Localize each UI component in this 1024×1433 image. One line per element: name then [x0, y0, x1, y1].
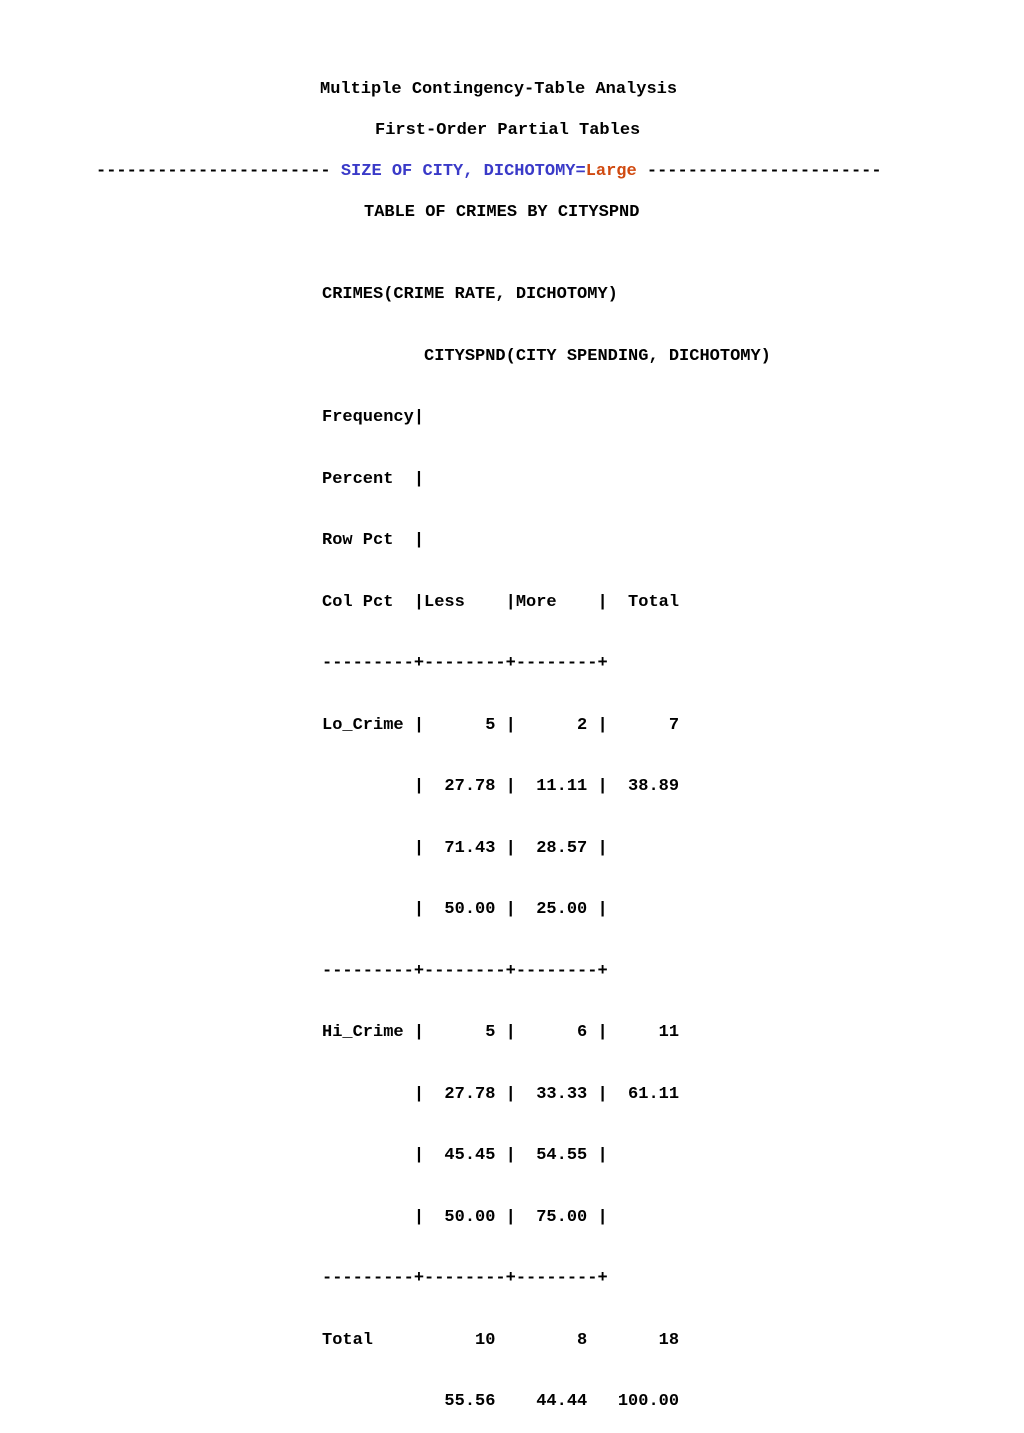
table-separator: ---------+--------+--------+	[322, 961, 608, 981]
by-group-dashes-right: -----------------------	[636, 162, 882, 181]
table-line: CRIMES(CRIME RATE, DICHOTOMY)	[322, 285, 618, 304]
table-row: | 50.00 | 75.00 |	[322, 1207, 608, 1227]
table-line: Frequency|	[322, 408, 425, 427]
table-total-row: Total 10 8 18	[322, 1330, 680, 1350]
table-row: | 50.00 | 25.00 |	[322, 900, 608, 919]
by-group-dashes-left: -----------------------	[96, 162, 341, 181]
table-separator: ---------+--------+--------+	[322, 1269, 608, 1288]
table-line: CITYSPND(CITY SPENDING, DICHOTOMY)	[322, 346, 771, 366]
table-row: | 27.78 | 33.33 | 61.11	[322, 1084, 680, 1104]
table-row: Lo_Crime | 5 | 2 | 7	[322, 715, 680, 735]
by-group-line	[96, 162, 882, 182]
table-row: | 45.45 | 54.55 |	[322, 1146, 608, 1165]
by-group-value: Large	[585, 162, 637, 181]
table-separator: ---------+--------+--------+	[322, 654, 608, 673]
table-row: | 27.78 | 11.11 | 38.89	[322, 777, 680, 796]
table-total-pct-row: 55.56 44.44 100.00	[322, 1392, 680, 1411]
page-title: Multiple Contingency-Table Analysis	[320, 80, 678, 99]
table-line: Percent |	[322, 469, 425, 489]
page-subtitle: First-Order Partial Tables	[375, 121, 641, 140]
table-line: Row Pct |	[322, 531, 425, 550]
table-header-row: Col Pct |Less |More | Total	[322, 592, 680, 612]
table-row: Hi_Crime | 5 | 6 | 11	[322, 1023, 680, 1042]
table-title: TABLE OF CRIMES BY CITYSPND	[364, 203, 640, 222]
table-row: | 71.43 | 28.57 |	[322, 838, 608, 858]
contingency-table	[322, 244, 771, 1433]
by-group-label: SIZE OF CITY, DICHOTOMY=	[340, 162, 586, 181]
